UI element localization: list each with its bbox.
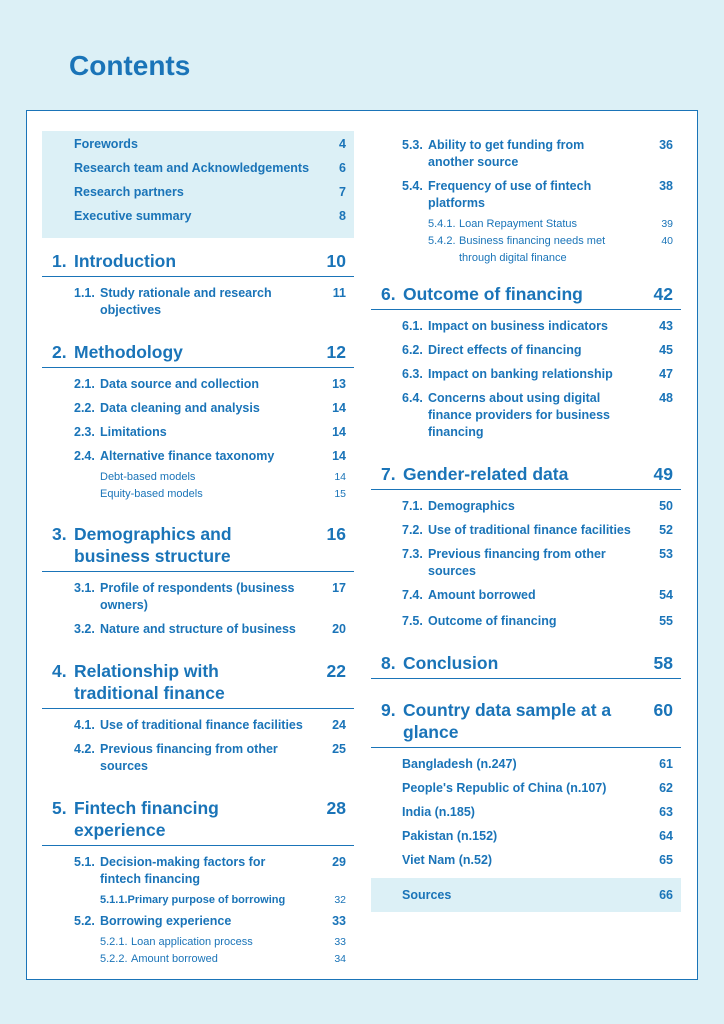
toc-entry-3-2[interactable]: 3.2. Nature and structure of business 20: [74, 622, 346, 636]
toc-subentry-5-4-2[interactable]: 5.4.2. Business financing needs met through digital finance 40: [428, 235, 673, 264]
toc-entry-5-4[interactable]: 5.4. Frequency of use of fintech platforms 38: [402, 179, 673, 210]
toc-entry-bangladesh[interactable]: Bangladesh (n.247) 61: [402, 757, 673, 771]
toc-entry-6-1[interactable]: 6.1. Impact on business indicators 43: [402, 319, 673, 333]
toc-entry-forewords[interactable]: Forewords 4: [74, 137, 346, 151]
toc-entry-2-3[interactable]: 2.3. Limitations 14: [74, 425, 346, 439]
toc-entry-2-4[interactable]: 2.4. Alternative finance taxonomy 14: [74, 449, 346, 463]
toc-entry-6-4[interactable]: 6.4. Concerns about using digital finance providers for business financing 48: [402, 391, 673, 439]
section-heading-conclusion[interactable]: 8. Conclusion 58: [371, 652, 681, 679]
toc-subentry-5-4-1[interactable]: 5.4.1. Loan Repayment Status 39: [428, 218, 673, 230]
section-heading-gender[interactable]: 7. Gender-related data 49: [371, 463, 681, 490]
toc-entry-pakistan[interactable]: Pakistan (n.152) 64: [402, 829, 673, 843]
toc-entry-5-3[interactable]: 5.3. Ability to get funding from another source 36: [402, 138, 673, 169]
toc-entry-1-1[interactable]: 1.1. Study rationale and research objectives 11: [74, 286, 346, 317]
toc-entry-3-1[interactable]: 3.1. Profile of respondents (business owners) 17: [74, 581, 346, 612]
toc-entry-executive-summary[interactable]: Executive summary 8: [74, 209, 346, 223]
section-heading-demographics[interactable]: 3. Demographics and business structure 16: [42, 523, 354, 572]
contents-panel: [26, 110, 698, 980]
left-column: [42, 131, 354, 968]
right-column: [371, 131, 681, 912]
section-heading-outcome[interactable]: 6. Outcome of financing 42: [371, 283, 681, 310]
section-heading-methodology[interactable]: 2. Methodology 12: [42, 341, 354, 368]
sources-block: [371, 878, 681, 912]
toc-entry-research-team[interactable]: Research team and Acknowledgements 6: [74, 161, 346, 175]
section-heading-fintech[interactable]: 5. Fintech financing experience 28: [42, 797, 354, 846]
toc-entry-7-2[interactable]: 7.2. Use of traditional finance facilities 52: [402, 523, 673, 537]
toc-entry-7-3[interactable]: 7.3. Previous financing from other sources 53: [402, 547, 673, 578]
toc-entry-viet-nam[interactable]: Viet Nam (n.52) 65: [402, 853, 673, 867]
toc-entry-5-2[interactable]: 5.2. Borrowing experience 33: [74, 914, 346, 928]
toc-entry-5-1[interactable]: 5.1. Decision-making factors for fintech financing 29: [74, 855, 346, 886]
toc-entry-6-2[interactable]: 6.2. Direct effects of financing 45: [402, 343, 673, 357]
page-title: Contents: [69, 50, 191, 81]
toc-entry-7-4[interactable]: 7.4. Amount borrowed 54: [402, 588, 673, 602]
toc-entry-2-2[interactable]: 2.2. Data cleaning and analysis 14: [74, 401, 346, 415]
toc-subentry-5-2-1[interactable]: 5.2.1. Loan application process 33: [100, 936, 346, 948]
section-heading-introduction[interactable]: 1. Introduction 10: [42, 250, 354, 277]
toc-subentry-equity-based[interactable]: Equity-based models 15: [100, 488, 346, 500]
toc-subentry-5-1-1[interactable]: 5.1.1. Primary purpose of borrowing 32: [100, 894, 346, 906]
toc-entry-7-1[interactable]: 7.1. Demographics 50: [402, 499, 673, 513]
front-matter-block: [42, 131, 354, 238]
toc-entry-2-1[interactable]: 2.1. Data source and collection 13: [74, 377, 346, 391]
toc-subentry-5-2-2[interactable]: 5.2.2. Amount borrowed 34: [100, 953, 346, 965]
toc-entry-4-2[interactable]: 4.2. Previous financing from other sources 25: [74, 742, 346, 773]
toc-entry-sources[interactable]: Sources 66: [402, 888, 673, 902]
toc-entry-7-5[interactable]: 7.5. Outcome of financing 55: [402, 614, 673, 628]
toc-subentry-debt-based[interactable]: Debt-based models 14: [100, 471, 346, 483]
toc-entry-india[interactable]: India (n.185) 63: [402, 805, 673, 819]
section-heading-country-data[interactable]: 9. Country data sample at a glance 60: [371, 699, 681, 748]
toc-entry-6-3[interactable]: 6.3. Impact on banking relationship 47: [402, 367, 673, 381]
toc-entry-4-1[interactable]: 4.1. Use of traditional finance facilities 24: [74, 718, 346, 732]
toc-entry-china[interactable]: People's Republic of China (n.107) 62: [402, 781, 673, 795]
toc-entry-research-partners[interactable]: Research partners 7: [74, 185, 346, 199]
section-heading-traditional-finance[interactable]: 4. Relationship with traditional finance 22: [42, 660, 354, 709]
